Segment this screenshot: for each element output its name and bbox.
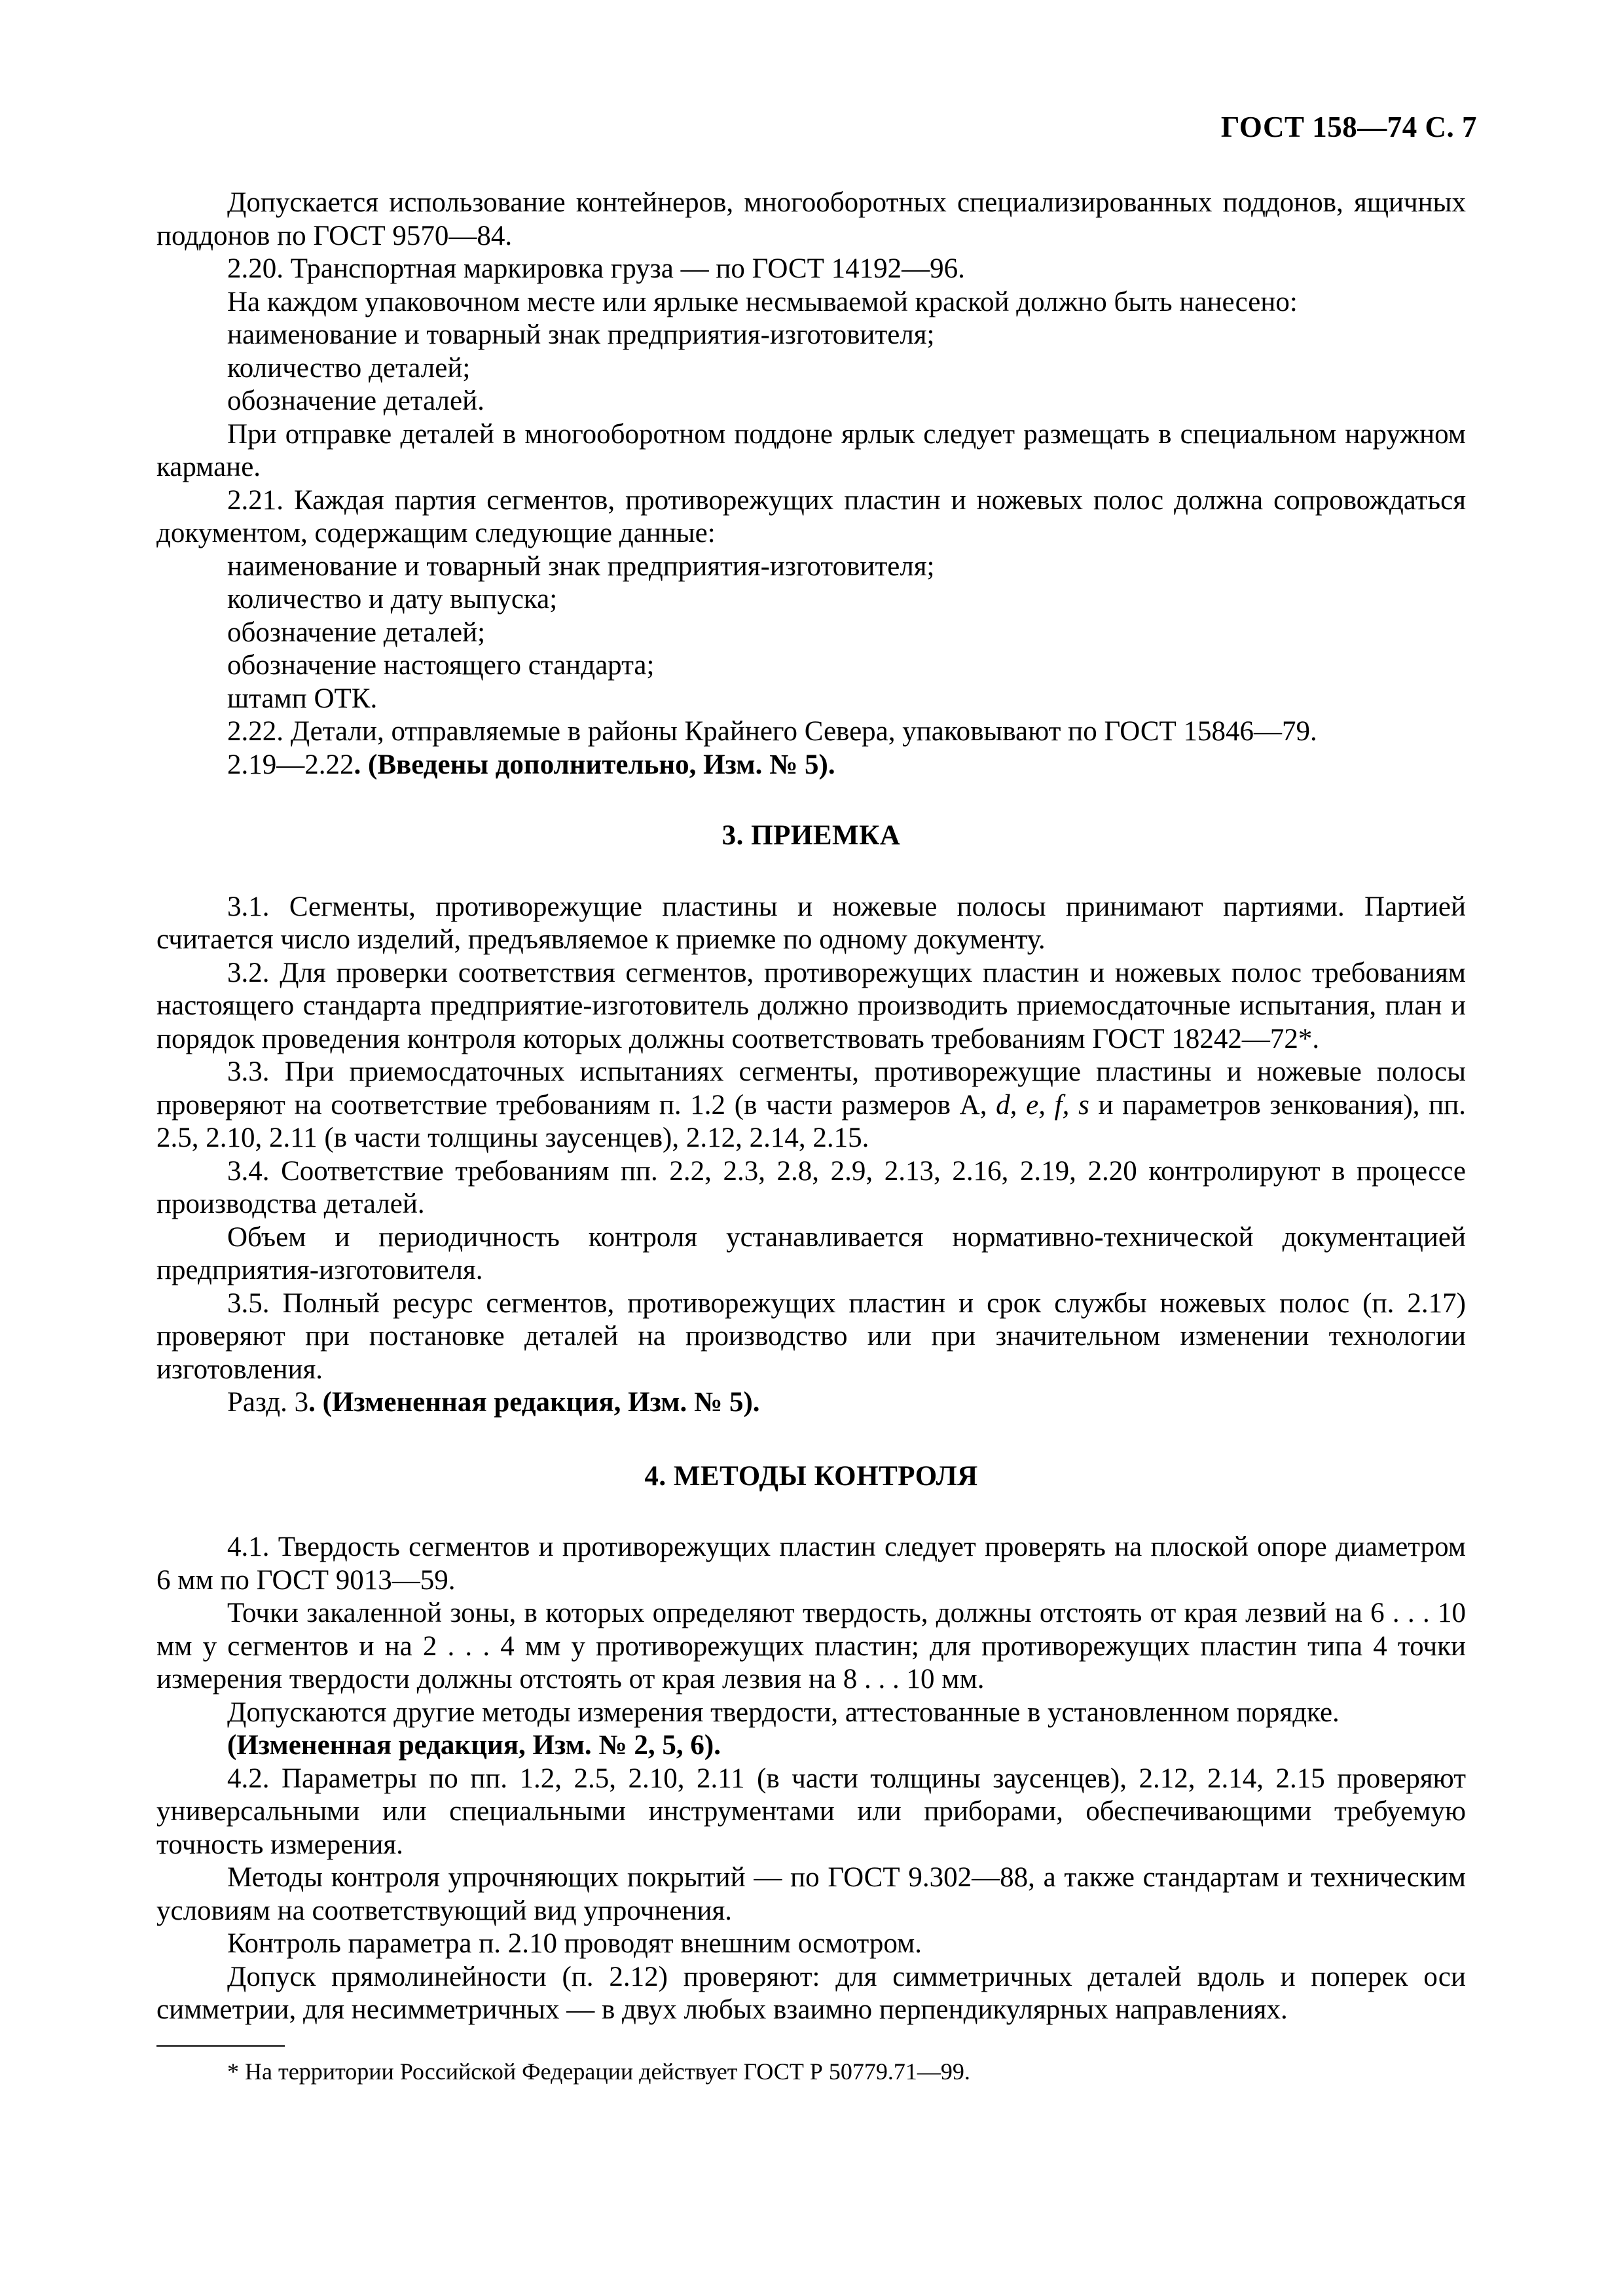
amendment-text: (Измененная редакция, Изм. № 2, 5, 6). xyxy=(227,1730,721,1761)
paragraph: Методы контроля упрочняющих покрытий — по ГОСТ 9.302—88, а также стандартам и техническим условиям на соответствующий вид упрочнения. xyxy=(156,1862,1466,1926)
paragraph-part: и параметров зенкования), пп. 2.5, 2.10, 2.11 (в части толщины заусенцев), 2.12, 2.14, 2.15. xyxy=(156,1089,1466,1153)
footnote: * На территории Российской Федерации действует ГОСТ Р 50779.71—99. xyxy=(227,2058,970,2085)
paragraph-part: 3.3. При приемосдаточных испытаниях сегменты, противорежущие пластины и ножевые полосы проверяют на соответствие требованиям п. 1.2 (в части размеров А, xyxy=(156,1056,1466,1121)
amendment-ref: Разд. 3 xyxy=(227,1387,309,1418)
paragraph xyxy=(156,1056,1466,1155)
amendment-text: . (Измененная редакция, Изм. № 5). xyxy=(308,1387,760,1418)
paragraph: 3.1. Сегменты, противорежущие пластины и ножевые полосы принимают партиями. Партией считается число изделий, предъявляемое к приемке по одному документу. xyxy=(156,891,1466,955)
paragraph: 2.20. Транспортная маркировка груза — по ГОСТ 14192—96. xyxy=(227,253,965,284)
document-body xyxy=(156,187,1466,2086)
paragraph: Допускается использование контейнеров, многооборотных специализированных поддонов, ящичных поддонов по ГОСТ 9570—84. xyxy=(156,187,1466,251)
list-item: количество деталей; xyxy=(227,352,471,384)
footnote-divider xyxy=(156,2045,285,2047)
amendment-text: . (Введены дополнительно, Изм. № 5). xyxy=(354,749,835,780)
paragraph: Допуск прямолинейности (п. 2.12) проверяют: для симметричных деталей вдоль и поперек оси симметрии, для несимметричных — в двух любых взаимно перпендикулярных направлениях. xyxy=(156,1961,1466,2025)
amendment-note xyxy=(156,1729,1466,1763)
paragraph: Точки закаленной зоны, в которых определяют твердость, должны отстоять от края лезвий на 6 . . . 10 мм у сегментов и на 2 . . . 4 мм у противорежущих пластин; для противорежущих пластин типа 4 точки измерения твердости должны отстоять от края лезвия на 8 . . . 10 мм. xyxy=(156,1598,1466,1695)
paragraph: Контроль параметра п. 2.10 проводят внешним осмотром. xyxy=(227,1928,922,1959)
list-item: наименование и товарный знак предприятия-изготовителя; xyxy=(227,319,935,350)
list-item: обозначение деталей. xyxy=(227,386,484,416)
paragraph: 2.21. Каждая партия сегментов, противорежущих пластин и ножевых полос должна сопровождаться документом, содержащим следующие данные: xyxy=(156,484,1466,548)
paragraph: Допускаются другие методы измерения твердости, аттестованные в установленном порядке. xyxy=(227,1696,1340,1728)
amendment-note xyxy=(156,749,1466,782)
section-title-control-methods: 4. МЕТОДЫ КОНТРОЛЯ xyxy=(644,1460,978,1492)
paragraph: 4.1. Твердость сегментов и противорежущих пластин следует проверять на плоской опоре диаметром 6 мм по ГОСТ 9013—59. xyxy=(156,1532,1466,1596)
paragraph: Объем и периодичность контроля устанавливается нормативно-технической документацией предприятия-изготовителя. xyxy=(156,1221,1466,1285)
paragraph: При отправке деталей в многооборотном поддоне ярлык следует размещать в специальном наружном кармане. xyxy=(156,418,1466,482)
paragraph: 3.5. Полный ресурс сегментов, противорежущих пластин и срок службы ножевых полос (п. 2.17) проверяют при постановке деталей на производство или при значительном изменении технологии изготовления. xyxy=(156,1287,1466,1385)
paragraph: На каждом упаковочном месте или ярлыке несмываемой краской должно быть нанесено: xyxy=(227,286,1298,317)
dimension-symbols: d, e, f, s xyxy=(996,1089,1089,1121)
paragraph: 4.2. Параметры по пп. 1.2, 2.5, 2.10, 2.11 (в части толщины заусенцев), 2.12, 2.14, 2.15 проверяют универсальными или специальными инструментами или приборами, обеспечивающими требуемую точность измерения. xyxy=(156,1763,1466,1860)
amendment-ref: 2.19—2.22 xyxy=(227,749,354,780)
paragraph: 3.4. Соответствие требованиям пп. 2.2, 2.3, 2.8, 2.9, 2.13, 2.16, 2.19, 2.20 контролируют в процессе производства деталей. xyxy=(156,1155,1466,1219)
paragraph: 3.2. Для проверки соответствия сегментов, противорежущих пластин и ножевых полос требованиям настоящего стандарта предприятие-изготовитель должно производить приемосдаточные испытания, план и порядок проведения контроля которых должны соответствовать требованиям ГОСТ 18242—72*. xyxy=(156,957,1466,1054)
page-header: ГОСТ 158—74 С. 7 xyxy=(1220,111,1477,143)
list-item: обозначение настоящего стандарта; xyxy=(227,650,655,681)
list-item: штамп ОТК. xyxy=(227,683,378,714)
list-item: количество и дату выпуска; xyxy=(227,584,558,615)
list-item: наименование и товарный знак предприятия-изготовителя; xyxy=(227,550,935,582)
section-title-acceptance: 3. ПРИЕМКА xyxy=(721,820,901,851)
paragraph: 2.22. Детали, отправляемые в районы Крайнего Севера, упаковывают по ГОСТ 15846—79. xyxy=(227,716,1317,747)
list-item: обозначение деталей; xyxy=(227,617,486,648)
amendment-note xyxy=(156,1386,1466,1420)
